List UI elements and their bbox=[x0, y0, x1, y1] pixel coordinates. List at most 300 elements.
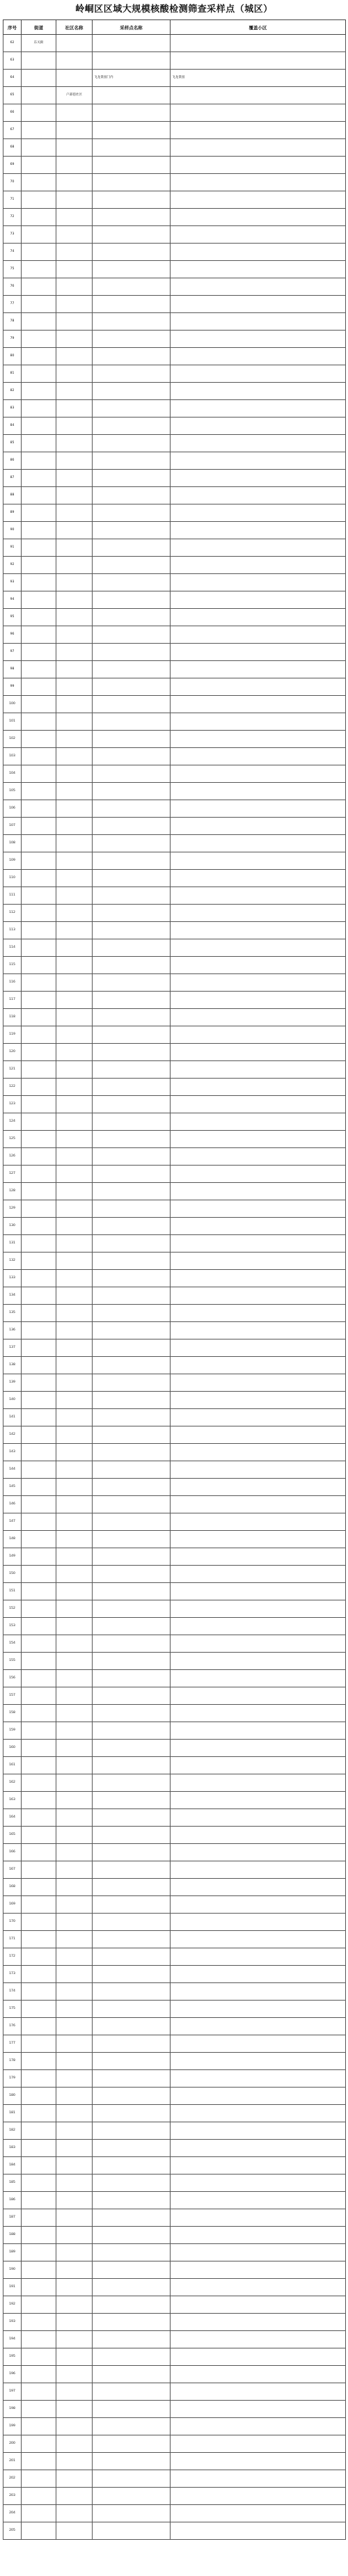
row-coverage bbox=[171, 2070, 346, 2088]
row-index: 152 bbox=[3, 1600, 22, 1618]
row-community bbox=[56, 191, 93, 209]
table-row bbox=[3, 1426, 346, 1444]
row-street bbox=[22, 1322, 56, 1339]
row-community bbox=[56, 1183, 93, 1200]
row-street bbox=[22, 1374, 56, 1392]
row-index: 169 bbox=[3, 1896, 22, 1914]
row-site bbox=[93, 1426, 171, 1444]
header-site: 采样点名称 bbox=[93, 20, 171, 35]
row-street bbox=[22, 835, 56, 852]
row-community bbox=[56, 2401, 93, 2418]
row-site bbox=[93, 383, 171, 400]
row-street bbox=[22, 261, 56, 278]
table-row bbox=[3, 470, 346, 487]
row-index: 202 bbox=[3, 2470, 22, 2488]
row-street bbox=[22, 2105, 56, 2122]
table-row bbox=[3, 2192, 346, 2209]
table-row bbox=[3, 2053, 346, 2070]
row-community bbox=[56, 2331, 93, 2348]
table-row bbox=[3, 1496, 346, 1513]
row-site bbox=[93, 1844, 171, 1861]
row-street bbox=[22, 244, 56, 261]
row-coverage bbox=[171, 1844, 346, 1861]
table-row bbox=[3, 1948, 346, 1966]
row-community bbox=[56, 1931, 93, 1948]
table-row bbox=[3, 609, 346, 626]
row-index: 184 bbox=[3, 2157, 22, 2175]
table-row bbox=[3, 2244, 346, 2261]
table-row bbox=[3, 2314, 346, 2331]
row-index: 140 bbox=[3, 1392, 22, 1409]
row-site bbox=[93, 1513, 171, 1531]
row-street bbox=[22, 383, 56, 400]
row-street bbox=[22, 226, 56, 244]
row-street bbox=[22, 348, 56, 365]
row-coverage: 飞龙景园 bbox=[171, 70, 346, 87]
table-row bbox=[3, 1444, 346, 1461]
table-row bbox=[3, 678, 346, 696]
row-site bbox=[93, 783, 171, 800]
row-coverage bbox=[171, 748, 346, 765]
row-site bbox=[93, 522, 171, 539]
row-community bbox=[56, 1653, 93, 1670]
row-street bbox=[22, 748, 56, 765]
row-community bbox=[56, 1496, 93, 1513]
row-street bbox=[22, 139, 56, 157]
row-index: 87 bbox=[3, 470, 22, 487]
row-street bbox=[22, 1426, 56, 1444]
row-site bbox=[93, 2105, 171, 2122]
row-index: 153 bbox=[3, 1618, 22, 1635]
row-coverage bbox=[171, 209, 346, 226]
row-index: 68 bbox=[3, 139, 22, 157]
row-street bbox=[22, 1966, 56, 1983]
row-street bbox=[22, 1844, 56, 1861]
table-row bbox=[3, 174, 346, 191]
row-coverage bbox=[171, 2418, 346, 2435]
row-site bbox=[93, 835, 171, 852]
row-index: 88 bbox=[3, 487, 22, 504]
table-header-row bbox=[3, 20, 346, 35]
table-row bbox=[3, 2401, 346, 2418]
row-site bbox=[93, 1809, 171, 1827]
row-coverage bbox=[171, 2035, 346, 2053]
row-street bbox=[22, 678, 56, 696]
row-street bbox=[22, 783, 56, 800]
table-row bbox=[3, 1879, 346, 1896]
row-index: 62 bbox=[3, 35, 22, 52]
table-row bbox=[3, 731, 346, 748]
row-coverage bbox=[171, 470, 346, 487]
row-coverage bbox=[171, 1827, 346, 1844]
table-row bbox=[3, 2105, 346, 2122]
table-row bbox=[3, 2001, 346, 2018]
row-coverage bbox=[171, 1914, 346, 1931]
row-site bbox=[93, 939, 171, 957]
row-index: 85 bbox=[3, 435, 22, 452]
table-row bbox=[3, 2279, 346, 2296]
table-row bbox=[3, 1722, 346, 1740]
row-community: 户部巷社区 bbox=[56, 87, 93, 104]
row-community bbox=[56, 644, 93, 661]
row-community bbox=[56, 574, 93, 591]
row-site bbox=[93, 2418, 171, 2435]
table-row bbox=[3, 2435, 346, 2453]
row-site bbox=[93, 2488, 171, 2505]
table-row bbox=[3, 574, 346, 591]
row-index: 117 bbox=[3, 992, 22, 1009]
row-index: 79 bbox=[3, 331, 22, 348]
row-community bbox=[56, 157, 93, 174]
row-community bbox=[56, 2209, 93, 2227]
row-street bbox=[22, 713, 56, 731]
row-community bbox=[56, 1409, 93, 1426]
table-row bbox=[3, 1253, 346, 1270]
row-coverage bbox=[171, 800, 346, 818]
table-row bbox=[3, 1322, 346, 1339]
row-street bbox=[22, 1200, 56, 1218]
row-site bbox=[93, 209, 171, 226]
row-site bbox=[93, 696, 171, 713]
row-street bbox=[22, 574, 56, 591]
row-site bbox=[93, 2279, 171, 2296]
row-index: 83 bbox=[3, 400, 22, 418]
row-street bbox=[22, 1687, 56, 1705]
row-coverage bbox=[171, 887, 346, 905]
row-index: 170 bbox=[3, 1914, 22, 1931]
row-index: 151 bbox=[3, 1583, 22, 1600]
row-community bbox=[56, 35, 93, 52]
row-coverage bbox=[171, 1757, 346, 1774]
row-site bbox=[93, 1148, 171, 1166]
row-street bbox=[22, 2453, 56, 2470]
row-coverage bbox=[171, 1166, 346, 1183]
row-index: 192 bbox=[3, 2296, 22, 2314]
row-community bbox=[56, 1392, 93, 1409]
row-community bbox=[56, 104, 93, 122]
row-community bbox=[56, 122, 93, 139]
row-coverage bbox=[171, 1861, 346, 1879]
row-site: 飞龙景园门内 bbox=[93, 70, 171, 87]
row-index: 160 bbox=[3, 1740, 22, 1757]
row-index: 172 bbox=[3, 1948, 22, 1966]
row-index: 74 bbox=[3, 244, 22, 261]
table-row bbox=[3, 1374, 346, 1392]
row-site bbox=[93, 2018, 171, 2035]
row-community bbox=[56, 1827, 93, 1844]
table-row bbox=[3, 2261, 346, 2279]
row-index: 167 bbox=[3, 1861, 22, 1879]
row-street bbox=[22, 470, 56, 487]
row-street bbox=[22, 2157, 56, 2175]
row-index: 114 bbox=[3, 939, 22, 957]
row-site bbox=[93, 1496, 171, 1513]
row-index: 95 bbox=[3, 609, 22, 626]
row-street bbox=[22, 1670, 56, 1687]
table-row bbox=[3, 87, 346, 104]
row-index: 123 bbox=[3, 1096, 22, 1113]
row-index: 116 bbox=[3, 974, 22, 992]
row-site bbox=[93, 2192, 171, 2209]
table-row bbox=[3, 191, 346, 209]
row-community bbox=[56, 609, 93, 626]
row-coverage bbox=[171, 2401, 346, 2418]
row-coverage bbox=[171, 1879, 346, 1896]
table-row bbox=[3, 870, 346, 887]
row-index: 98 bbox=[3, 661, 22, 678]
row-site bbox=[93, 2070, 171, 2088]
row-coverage bbox=[171, 2157, 346, 2175]
table-row bbox=[3, 2505, 346, 2522]
row-index: 100 bbox=[3, 696, 22, 713]
row-community bbox=[56, 1983, 93, 2001]
row-community bbox=[56, 1914, 93, 1931]
row-site bbox=[93, 1392, 171, 1409]
row-site bbox=[93, 504, 171, 522]
row-community bbox=[56, 470, 93, 487]
row-community bbox=[56, 800, 93, 818]
row-site bbox=[93, 1409, 171, 1426]
row-community bbox=[56, 2296, 93, 2314]
row-street bbox=[22, 1166, 56, 1183]
row-street bbox=[22, 2279, 56, 2296]
row-index: 128 bbox=[3, 1183, 22, 1200]
row-site bbox=[93, 1096, 171, 1113]
row-coverage bbox=[171, 1357, 346, 1374]
row-street bbox=[22, 1461, 56, 1479]
document-title: 岭峒区区域大规模核酸检测筛查采样点（城区） bbox=[75, 4, 273, 15]
row-coverage bbox=[171, 2140, 346, 2157]
row-site bbox=[93, 418, 171, 435]
row-site bbox=[93, 1983, 171, 2001]
row-coverage bbox=[171, 1426, 346, 1444]
row-index: 139 bbox=[3, 1374, 22, 1392]
row-index: 64 bbox=[3, 70, 22, 87]
row-coverage bbox=[171, 2001, 346, 2018]
row-site bbox=[93, 2401, 171, 2418]
table-row bbox=[3, 1670, 346, 1687]
row-site bbox=[93, 435, 171, 452]
row-coverage bbox=[171, 1148, 346, 1166]
row-site bbox=[93, 1792, 171, 1809]
row-index: 80 bbox=[3, 348, 22, 365]
row-coverage bbox=[171, 870, 346, 887]
table-row bbox=[3, 1740, 346, 1757]
row-street bbox=[22, 2261, 56, 2279]
row-coverage bbox=[171, 261, 346, 278]
row-index: 165 bbox=[3, 1827, 22, 1844]
table-row bbox=[3, 696, 346, 713]
row-community bbox=[56, 1861, 93, 1879]
row-index: 155 bbox=[3, 1653, 22, 1670]
row-street bbox=[22, 1479, 56, 1496]
table-row bbox=[3, 122, 346, 139]
row-site bbox=[93, 2088, 171, 2105]
row-index: 131 bbox=[3, 1235, 22, 1253]
row-site bbox=[93, 87, 171, 104]
row-community bbox=[56, 818, 93, 835]
row-site bbox=[93, 2453, 171, 2470]
row-index: 78 bbox=[3, 313, 22, 331]
row-site bbox=[93, 1339, 171, 1357]
row-coverage bbox=[171, 139, 346, 157]
table-row bbox=[3, 2122, 346, 2140]
row-site bbox=[93, 1653, 171, 1670]
row-index: 145 bbox=[3, 1479, 22, 1496]
row-index: 124 bbox=[3, 1113, 22, 1131]
row-street bbox=[22, 191, 56, 209]
row-coverage bbox=[171, 2227, 346, 2244]
table-row bbox=[3, 2522, 346, 2540]
table-row bbox=[3, 765, 346, 783]
row-coverage bbox=[171, 2348, 346, 2366]
row-coverage bbox=[171, 1444, 346, 1461]
row-index: 141 bbox=[3, 1409, 22, 1426]
row-community bbox=[56, 313, 93, 331]
row-coverage bbox=[171, 2488, 346, 2505]
row-coverage bbox=[171, 2522, 346, 2540]
row-street bbox=[22, 1079, 56, 1096]
row-street bbox=[22, 1705, 56, 1722]
row-coverage bbox=[171, 1722, 346, 1740]
table-row bbox=[3, 1166, 346, 1183]
row-community bbox=[56, 400, 93, 418]
row-street bbox=[22, 1496, 56, 1513]
table-row bbox=[3, 2088, 346, 2105]
row-index: 93 bbox=[3, 574, 22, 591]
row-community bbox=[56, 383, 93, 400]
row-site bbox=[93, 852, 171, 870]
row-index: 101 bbox=[3, 713, 22, 731]
row-street bbox=[22, 296, 56, 313]
row-index: 181 bbox=[3, 2105, 22, 2122]
row-community bbox=[56, 1479, 93, 1496]
row-coverage bbox=[171, 244, 346, 261]
row-index: 66 bbox=[3, 104, 22, 122]
row-site bbox=[93, 765, 171, 783]
row-community bbox=[56, 1740, 93, 1757]
header-coverage: 覆盖小区 bbox=[171, 20, 346, 35]
row-index: 195 bbox=[3, 2348, 22, 2366]
row-coverage bbox=[171, 365, 346, 383]
row-coverage bbox=[171, 574, 346, 591]
row-street bbox=[22, 400, 56, 418]
row-index: 126 bbox=[3, 1148, 22, 1166]
row-community bbox=[56, 331, 93, 348]
table-row bbox=[3, 835, 346, 852]
row-coverage bbox=[171, 2088, 346, 2105]
row-index: 69 bbox=[3, 157, 22, 174]
row-index: 97 bbox=[3, 644, 22, 661]
row-community bbox=[56, 2053, 93, 2070]
row-street bbox=[22, 1948, 56, 1966]
row-street bbox=[22, 1270, 56, 1287]
row-coverage bbox=[171, 2296, 346, 2314]
row-community bbox=[56, 2366, 93, 2383]
row-index: 86 bbox=[3, 452, 22, 470]
row-site bbox=[93, 2366, 171, 2383]
table-row bbox=[3, 974, 346, 992]
row-community bbox=[56, 1287, 93, 1305]
row-community bbox=[56, 2227, 93, 2244]
row-index: 204 bbox=[3, 2505, 22, 2522]
row-index: 193 bbox=[3, 2314, 22, 2331]
row-community bbox=[56, 974, 93, 992]
table-row bbox=[3, 2140, 346, 2157]
row-coverage bbox=[171, 2314, 346, 2331]
row-community bbox=[56, 226, 93, 244]
row-street bbox=[22, 2209, 56, 2227]
row-index: 143 bbox=[3, 1444, 22, 1461]
row-site bbox=[93, 1896, 171, 1914]
row-coverage bbox=[171, 1096, 346, 1113]
table-row bbox=[3, 1026, 346, 1044]
row-community bbox=[56, 1044, 93, 1061]
row-index: 148 bbox=[3, 1531, 22, 1548]
row-index: 94 bbox=[3, 591, 22, 609]
row-site bbox=[93, 870, 171, 887]
row-coverage bbox=[171, 1392, 346, 1409]
row-index: 180 bbox=[3, 2088, 22, 2105]
row-community bbox=[56, 957, 93, 974]
row-community bbox=[56, 278, 93, 296]
table-row bbox=[3, 1305, 346, 1322]
row-site bbox=[93, 1635, 171, 1653]
row-community bbox=[56, 1513, 93, 1531]
table-row bbox=[3, 1287, 346, 1305]
row-street bbox=[22, 2122, 56, 2140]
table-row bbox=[3, 905, 346, 922]
row-coverage bbox=[171, 2435, 346, 2453]
row-site bbox=[93, 331, 171, 348]
row-site bbox=[93, 905, 171, 922]
row-site bbox=[93, 470, 171, 487]
row-site bbox=[93, 2122, 171, 2140]
row-community bbox=[56, 1131, 93, 1148]
row-site bbox=[93, 365, 171, 383]
table-row bbox=[3, 296, 346, 313]
row-community bbox=[56, 2435, 93, 2453]
row-street bbox=[22, 331, 56, 348]
row-index: 188 bbox=[3, 2227, 22, 2244]
row-index: 163 bbox=[3, 1792, 22, 1809]
row-community bbox=[56, 2018, 93, 2035]
row-index: 142 bbox=[3, 1426, 22, 1444]
row-street bbox=[22, 2418, 56, 2435]
row-street bbox=[22, 939, 56, 957]
row-coverage bbox=[171, 922, 346, 939]
row-community bbox=[56, 139, 93, 157]
row-site bbox=[93, 2209, 171, 2227]
table-row bbox=[3, 278, 346, 296]
table-row bbox=[3, 1461, 346, 1479]
row-street bbox=[22, 1409, 56, 1426]
row-street bbox=[22, 1774, 56, 1792]
row-site bbox=[93, 157, 171, 174]
table-row bbox=[3, 2418, 346, 2435]
row-coverage bbox=[171, 696, 346, 713]
row-site bbox=[93, 2505, 171, 2522]
row-index: 177 bbox=[3, 2035, 22, 2053]
row-index: 137 bbox=[3, 1339, 22, 1357]
row-coverage bbox=[171, 1009, 346, 1026]
row-street bbox=[22, 2470, 56, 2488]
row-index: 158 bbox=[3, 1705, 22, 1722]
row-community bbox=[56, 1322, 93, 1339]
row-street bbox=[22, 1740, 56, 1757]
row-index: 162 bbox=[3, 1774, 22, 1792]
row-site bbox=[93, 1374, 171, 1392]
